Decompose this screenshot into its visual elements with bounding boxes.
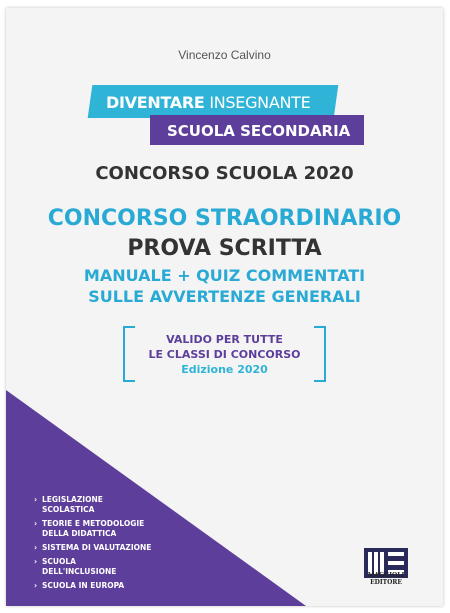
book-cover	[6, 8, 443, 606]
publisher-line2: EDITORE	[370, 579, 402, 586]
list-item	[34, 495, 152, 515]
topic-text: SCUOLA IN EUROPA	[42, 581, 125, 590]
bullet-icon: ›	[34, 581, 38, 590]
content-line2: SULLE AVVERTENZE GENERALI	[88, 287, 361, 306]
series-title-line2: SCUOLA SECONDARIA	[167, 122, 351, 140]
list-item	[34, 519, 152, 539]
edition-label: Edizione 2020	[181, 363, 268, 376]
main-subtitle: PROVA SCRITTA	[127, 236, 322, 261]
series-title-light: INSEGNANTE	[204, 93, 311, 112]
exam-title: CONCORSO SCUOLA 2020	[95, 163, 354, 184]
list-item	[34, 557, 152, 577]
topic-text: LEGISLAZIONE SCOLASTICA	[42, 495, 103, 514]
bullet-icon: ›	[34, 495, 38, 504]
author-name: Vincenzo Calvino	[178, 48, 271, 62]
series-title-bold: DIVENTARE	[106, 93, 205, 112]
main-title: CONCORSO STRAORDINARIO	[47, 206, 402, 231]
bullet-icon: ›	[34, 557, 38, 566]
bullet-icon: ›	[34, 519, 38, 528]
topics-list	[34, 495, 152, 595]
topic-text: TEORIE E METODOLOGIE DELLA DIDATTICA	[42, 519, 145, 538]
topic-text: SISTEMA DI VALUTAZIONE	[42, 543, 152, 552]
validity-line1: VALIDO PER TUTTE	[166, 333, 283, 346]
publisher-line1: MAGGIOLI	[367, 572, 405, 579]
bullet-icon: ›	[34, 543, 38, 552]
validity-line2: LE CLASSI DI CONCORSO	[148, 348, 301, 361]
list-item	[34, 543, 152, 553]
publisher-name	[358, 572, 414, 586]
content-line1: MANUALE + QUIZ COMMENTATI	[83, 266, 366, 285]
list-item	[34, 581, 152, 591]
topic-text: SCUOLA DELL'INCLUSIONE	[42, 557, 117, 576]
